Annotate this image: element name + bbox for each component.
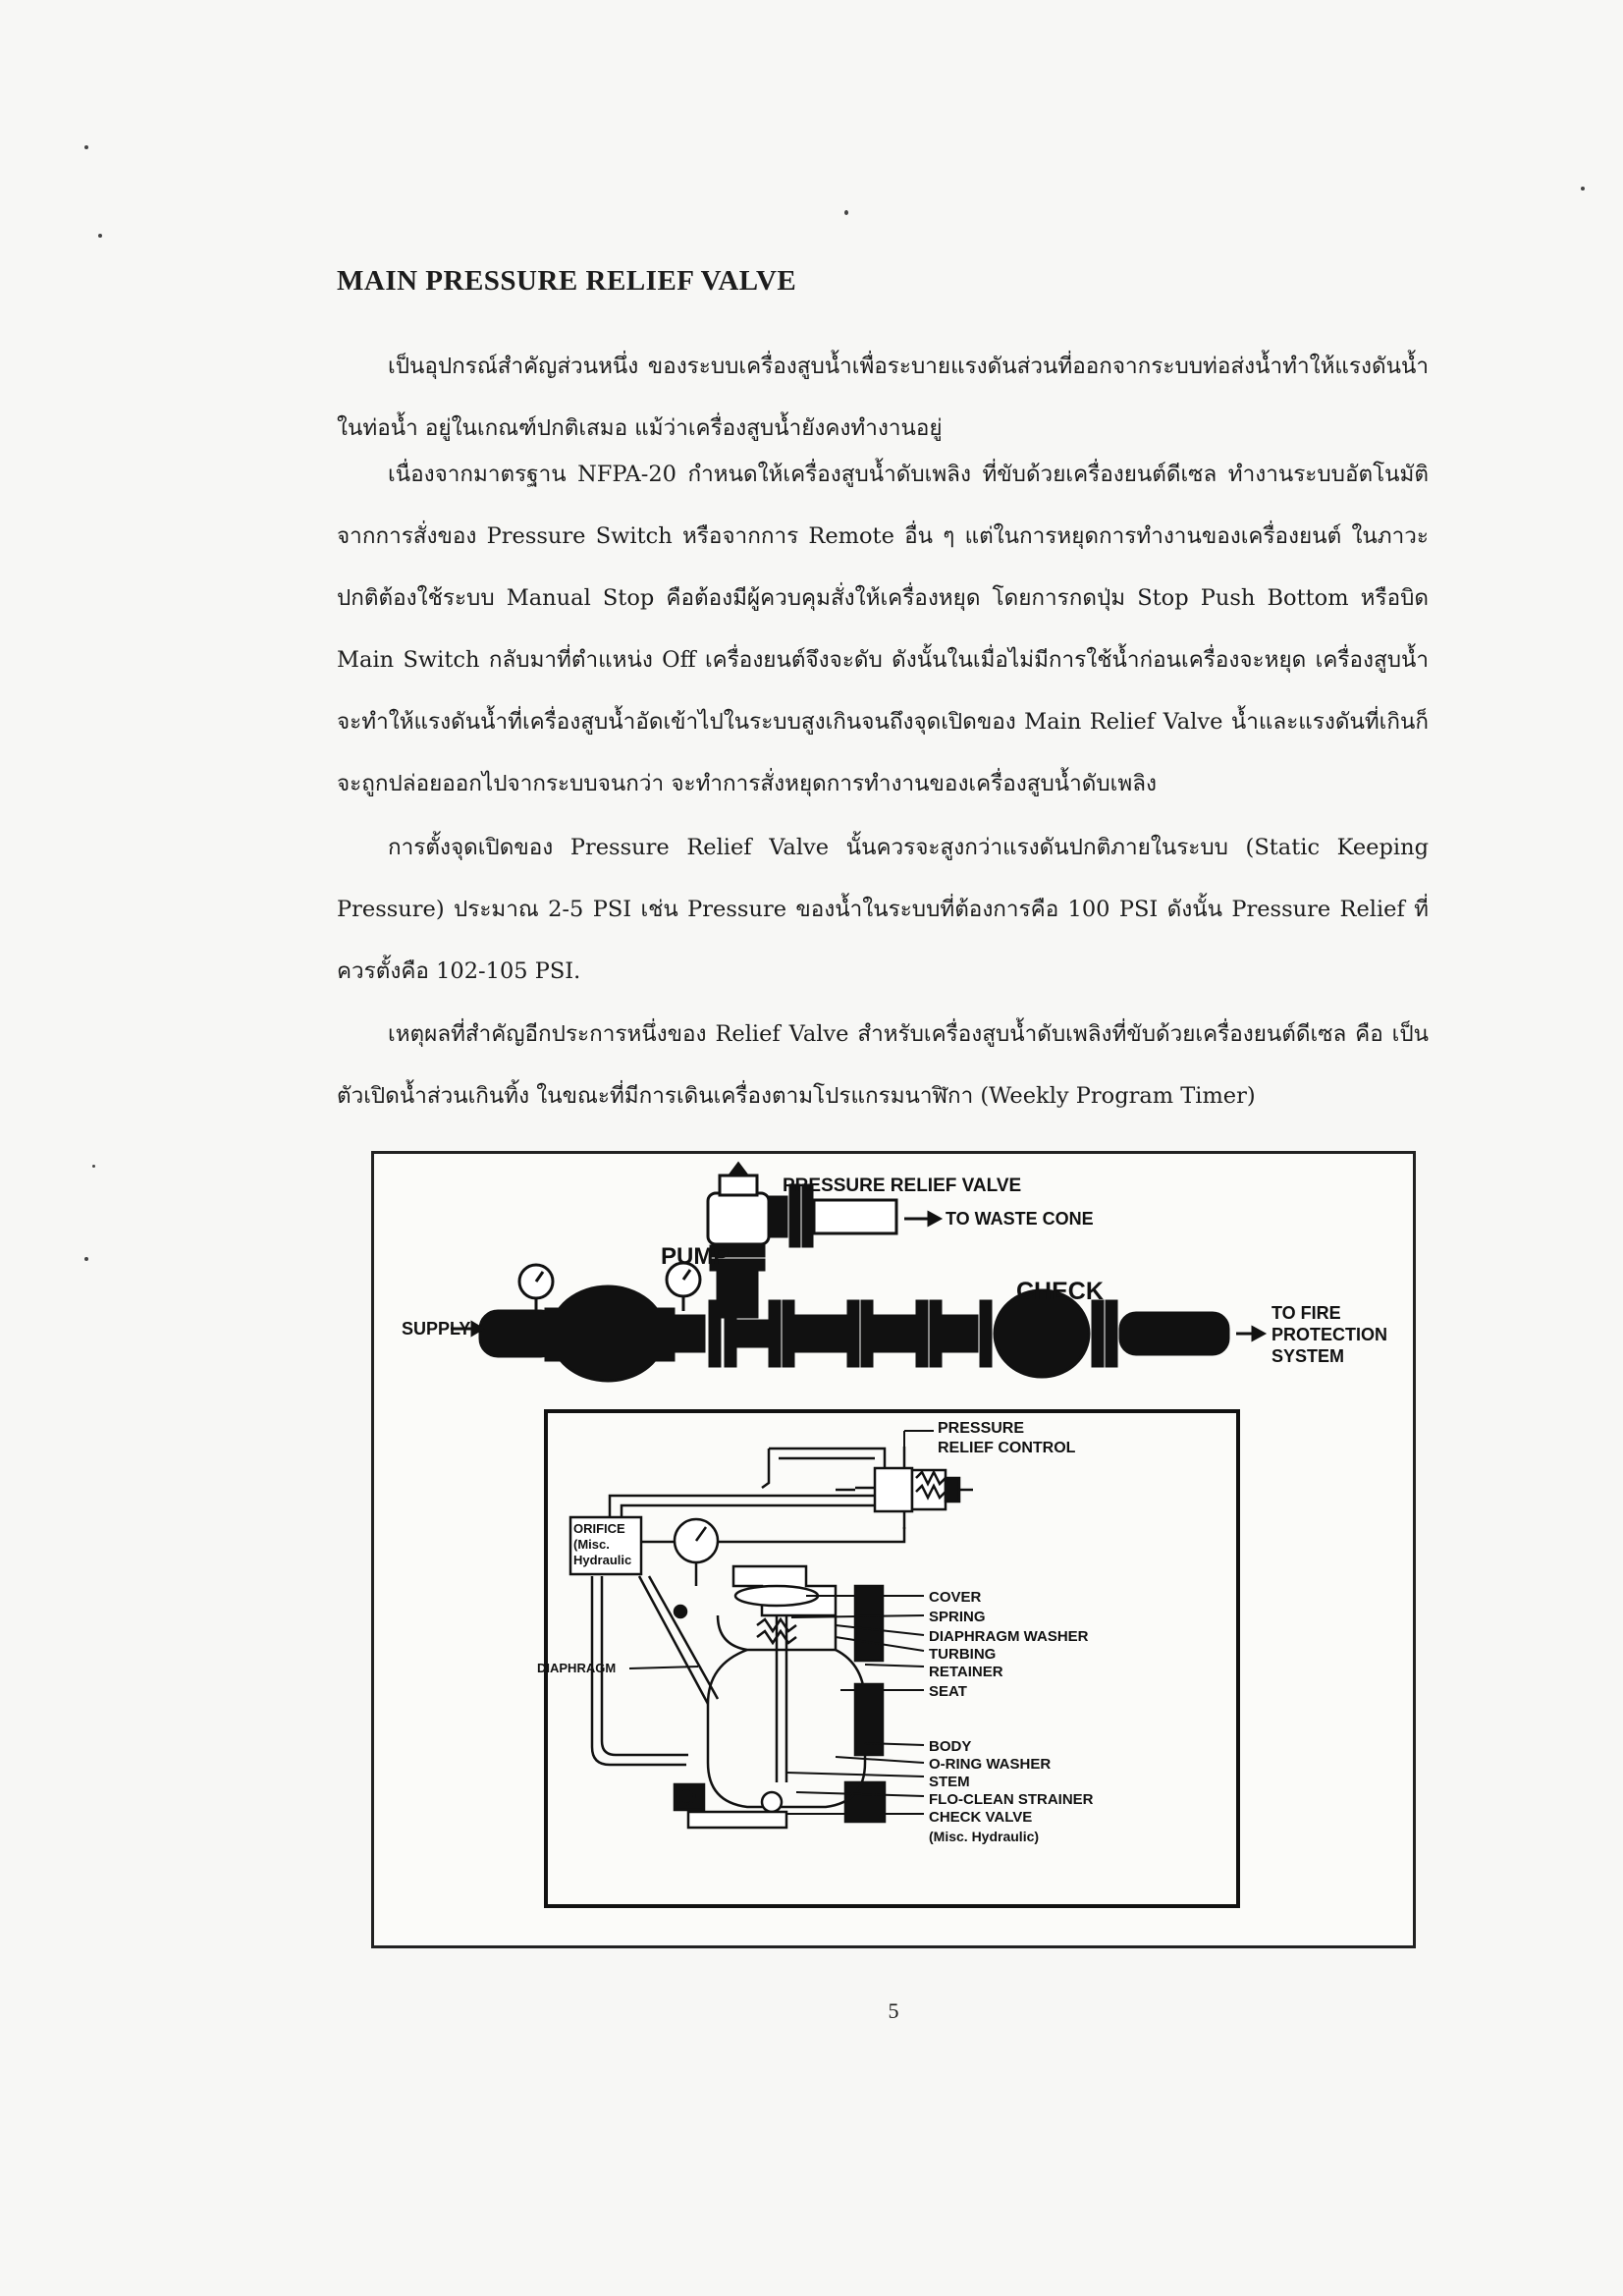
scan-speck <box>98 234 102 238</box>
relief-valve-figure <box>371 1151 1416 1948</box>
label-to-fire-line1: TO FIRE <box>1271 1303 1341 1323</box>
scan-speck <box>1581 187 1585 191</box>
part-label-flo-clean-strainer: FLO-CLEAN STRAINER <box>929 1791 1094 1808</box>
part-label-turbing: TURBING <box>929 1646 997 1663</box>
label-orifice-3: Hydraulic <box>573 1553 632 1567</box>
label-supply: SUPPLY <box>402 1319 471 1339</box>
label-pressure-relief-valve: PRESSURE RELIEF VALVE <box>783 1175 1022 1196</box>
pipeline-drawing <box>480 1164 1228 1381</box>
scan-speck <box>84 145 88 149</box>
label-pressure-relief-control-2: RELIEF CONTROL <box>938 1440 1076 1456</box>
page-title: MAIN PRESSURE RELIEF VALVE <box>337 265 797 297</box>
label-diaphragm: DIAPHRAGM <box>537 1661 617 1675</box>
part-label-check-valve: CHECK VALVE <box>929 1809 1033 1826</box>
label-check: CHECK <box>1016 1278 1104 1305</box>
part-label-body: BODY <box>929 1738 972 1755</box>
page-number: 5 <box>888 1998 899 2023</box>
part-label-retainer: RETAINER <box>929 1664 1003 1680</box>
paragraph-1: เป็นอุปกรณ์สำคัญส่วนหนึ่ง ของระบบเครื่องสูบน้ำเพื่อระบายแรงดันส่วนที่ออกจากระบบท่อส่งน้ำทำให้แรงดันน้ำในท่อน้ำ อยู่ในเกณฑ์ปกติเสมอ แม้ว่าเครื่องสูบน้ำยังคงทำงานอยู่ <box>337 354 1429 441</box>
label-orifice-1: ORIFICE <box>573 1521 625 1536</box>
label-to-waste-cone: TO WASTE CONE <box>946 1209 1094 1229</box>
label-orifice-2: (Misc. <box>573 1537 610 1552</box>
scan-speck <box>844 210 848 215</box>
paragraph-3: การตั้งจุดเปิดของ Pressure Relief Valve นั้นควรจะสูงกว่าแรงดันปกติภายในระบบ (Static Keeping Pressure) ประมาณ 2-5 PSI เช่น Pressure ของน้ำในระบบที่ต้องการคือ 100 PSI ดังนั้น Pressure Relief ที่ควรตั้งคือ 102-105 PSI. <box>337 835 1429 984</box>
relief-valve-diagram <box>374 1154 1413 1945</box>
valve-cutaway-drawing <box>570 1447 973 1828</box>
paragraph-4: เหตุผลที่สำคัญอีกประการหนึ่งของ Relief Valve สำหรับเครื่องสูบน้ำดับเพลิงที่ขับด้วยเครื่องยนต์ดีเซล คือ เป็นตัวเปิดน้ำส่วนเกินทิ้ง ในขณะที่มีการเดินเครื่องตามโปรแกรมนาฬิกา (Weekly Program Timer) <box>337 1021 1429 1109</box>
label-pump: PUMP <box>661 1243 730 1270</box>
part-label-cover: COVER <box>929 1589 982 1606</box>
scan-speck <box>92 1165 95 1168</box>
part-label-spring: SPRING <box>929 1609 986 1625</box>
label-to-fire-line3: SYSTEM <box>1271 1346 1345 1366</box>
part-label-diaphragm-washer: DIAPHRAGM WASHER <box>929 1628 1089 1645</box>
scan-speck <box>84 1257 88 1261</box>
part-label-stem: STEM <box>929 1774 970 1790</box>
label-to-fire-line2: PROTECTION <box>1271 1325 1388 1344</box>
part-label-seat: SEAT <box>929 1683 967 1700</box>
part-label-o-ring-washer: O-RING WASHER <box>929 1756 1052 1773</box>
label-pressure-relief-control-1: PRESSURE <box>938 1420 1025 1437</box>
paragraph-2: เนื่องจากมาตรฐาน NFPA-20 กำหนดให้เครื่องสูบน้ำดับเพลิง ที่ขับด้วยเครื่องยนต์ดีเซล ทำงานระบบอัตโนมัติจากการสั่งของ Pressure Switch หรือจากการ Remote อื่น ๆ แต่ในการหยุดการทำงานของเครื่องยนต์ ในภาวะปกติต้องใช้ระบบ Manual Stop คือต้องมีผู้ควบคุมสั่งให้เครื่องหยุด โดยการกดปุ่ม Stop Push Bottom หรือบิด Main Switch กลับมาที่ตำแหน่ง Off เครื่องยนต์จึงจะดับ ดังนั้นในเมื่อไม่มีการใช้น้ำก่อนเครื่องจะหยุด เครื่องสูบน้ำจะทำให้แรงดันน้ำที่เครื่องสูบน้ำอัดเข้าไปในระบบสูงเกินจนถึงจุดเปิดของ Main Relief Valve น้ำและแรงดันที่เกินก็จะถูกปล่อยออกไปจากระบบจนกว่า จะทำการสั่งหยุดการทำงานของเครื่องสูบน้ำดับเพลิง <box>337 462 1429 796</box>
part-label-misc-hydraulic: (Misc. Hydraulic) <box>929 1829 1040 1844</box>
